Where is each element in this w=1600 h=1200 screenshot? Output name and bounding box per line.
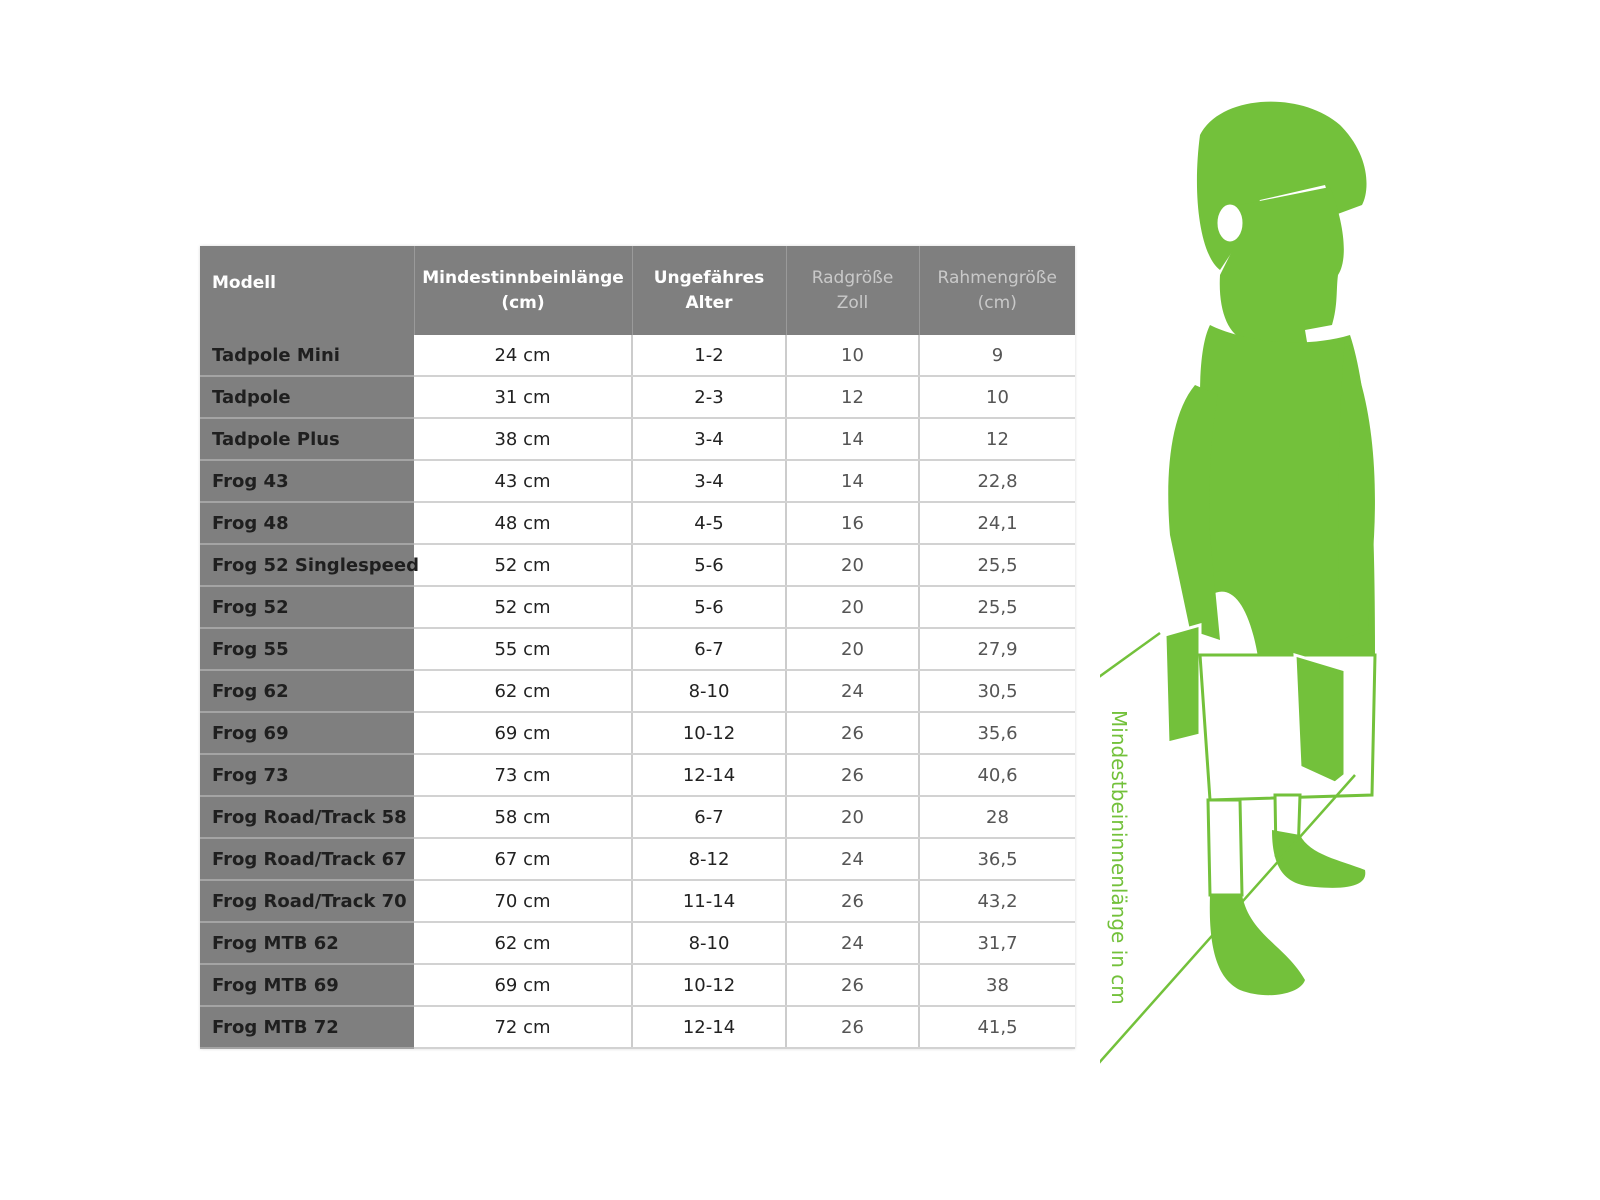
cell-inseam: 24 cm [414,335,632,376]
cell-model: Frog 52 Singlespeed [200,544,414,586]
cell-model: Frog MTB 72 [200,1006,414,1048]
table-row [200,712,1075,754]
cell-wheel-size: 20 [786,544,919,586]
header-frame-line1: Rahmengröße [937,267,1057,288]
cell-model: Frog MTB 62 [200,922,414,964]
size-chart-table [200,246,1075,1049]
cell-wheel-size: 14 [786,418,919,460]
table-row [200,418,1075,460]
cell-inseam: 52 cm [414,544,632,586]
cell-wheel-size: 14 [786,460,919,502]
cell-frame-size: 12 [919,418,1075,460]
table-row [200,460,1075,502]
table-header-row [200,246,1075,335]
header-frame-line2: (cm) [977,292,1017,313]
table-body [200,335,1075,1048]
header-model-label: Modell [212,273,276,293]
cell-age: 6-7 [632,628,786,670]
cell-frame-size: 43,2 [919,880,1075,922]
table-row [200,628,1075,670]
cell-frame-size: 28 [919,796,1075,838]
header-age [632,246,786,335]
table-row [200,754,1075,796]
header-wheel [786,246,919,335]
cell-model: Frog MTB 69 [200,964,414,1006]
cell-model: Frog 62 [200,670,414,712]
cell-wheel-size: 10 [786,335,919,376]
cell-inseam: 72 cm [414,1006,632,1048]
header-inseam [414,246,632,335]
cell-age: 3-4 [632,418,786,460]
table-row [200,502,1075,544]
header-age-line2: Alter [685,292,733,313]
header-inseam-line2: (cm) [501,292,545,313]
table-row [200,880,1075,922]
cell-frame-size: 22,8 [919,460,1075,502]
cell-frame-size: 25,5 [919,544,1075,586]
cell-age: 6-7 [632,796,786,838]
table-row [200,335,1075,376]
cell-frame-size: 38 [919,964,1075,1006]
cell-age: 8-12 [632,838,786,880]
cell-wheel-size: 24 [786,838,919,880]
cell-age: 5-6 [632,544,786,586]
cell-inseam: 69 cm [414,964,632,1006]
cell-age: 12-14 [632,1006,786,1048]
cell-inseam: 70 cm [414,880,632,922]
cell-model: Frog 48 [200,502,414,544]
cell-wheel-size: 26 [786,964,919,1006]
cell-inseam: 62 cm [414,670,632,712]
cell-inseam: 73 cm [414,754,632,796]
header-wheel-line1: Radgröße [811,267,894,288]
cell-model: Tadpole [200,376,414,418]
cell-model: Frog Road/Track 67 [200,838,414,880]
cell-model: Tadpole Plus [200,418,414,460]
cell-frame-size: 36,5 [919,838,1075,880]
cell-age: 3-4 [632,460,786,502]
cell-wheel-size: 16 [786,502,919,544]
cell-wheel-size: 12 [786,376,919,418]
header-age-line1: Ungefähres [653,267,765,288]
cell-inseam: 48 cm [414,502,632,544]
cell-age: 2-3 [632,376,786,418]
child-figure-icon [1165,102,1375,996]
cell-frame-size: 24,1 [919,502,1075,544]
cell-wheel-size: 24 [786,922,919,964]
cell-age: 10-12 [632,712,786,754]
cell-inseam: 55 cm [414,628,632,670]
cell-frame-size: 10 [919,376,1075,418]
cell-model: Frog 52 [200,586,414,628]
cell-frame-size: 30,5 [919,670,1075,712]
header-inseam-line1: Mindestinnbeinlänge [422,267,624,288]
cell-wheel-size: 20 [786,796,919,838]
cell-age: 5-6 [632,586,786,628]
cell-wheel-size: 26 [786,712,919,754]
child-illustration [1100,95,1400,1095]
cell-wheel-size: 20 [786,586,919,628]
table-row [200,964,1075,1006]
cell-wheel-size: 26 [786,880,919,922]
cell-age: 1-2 [632,335,786,376]
header-wheel-line2: Zoll [836,292,869,313]
table-row [200,586,1075,628]
header-frame [919,246,1075,335]
table-row [200,544,1075,586]
cell-inseam: 67 cm [414,838,632,880]
cell-model: Frog 55 [200,628,414,670]
table-row [200,796,1075,838]
table-row [200,1006,1075,1048]
table-row [200,922,1075,964]
table-row [200,670,1075,712]
cell-inseam: 52 cm [414,586,632,628]
cell-model: Frog Road/Track 58 [200,796,414,838]
cell-model: Frog 73 [200,754,414,796]
cell-frame-size: 27,9 [919,628,1075,670]
cell-inseam: 43 cm [414,460,632,502]
cell-age: 10-12 [632,964,786,1006]
cell-frame-size: 9 [919,335,1075,376]
cell-age: 8-10 [632,922,786,964]
cell-inseam: 62 cm [414,922,632,964]
cell-wheel-size: 24 [786,670,919,712]
cell-wheel-size: 20 [786,628,919,670]
cell-model: Frog Road/Track 70 [200,880,414,922]
cell-frame-size: 35,6 [919,712,1075,754]
table-row [200,838,1075,880]
table-row [200,376,1075,418]
cell-inseam: 38 cm [414,418,632,460]
cell-age: 8-10 [632,670,786,712]
cell-frame-size: 41,5 [919,1006,1075,1048]
cell-inseam: 58 cm [414,796,632,838]
cell-age: 11-14 [632,880,786,922]
cell-frame-size: 40,6 [919,754,1075,796]
measure-label: Mindestbeininnenlänge in cm [1107,710,1131,1005]
cell-inseam: 69 cm [414,712,632,754]
cell-inseam: 31 cm [414,376,632,418]
cell-frame-size: 31,7 [919,922,1075,964]
cell-age: 4-5 [632,502,786,544]
header-model [200,246,414,335]
cell-model: Frog 43 [200,460,414,502]
cell-model: Frog 69 [200,712,414,754]
cell-age: 12-14 [632,754,786,796]
cell-frame-size: 25,5 [919,586,1075,628]
cell-model: Tadpole Mini [200,335,414,376]
cell-wheel-size: 26 [786,1006,919,1048]
cell-wheel-size: 26 [786,754,919,796]
